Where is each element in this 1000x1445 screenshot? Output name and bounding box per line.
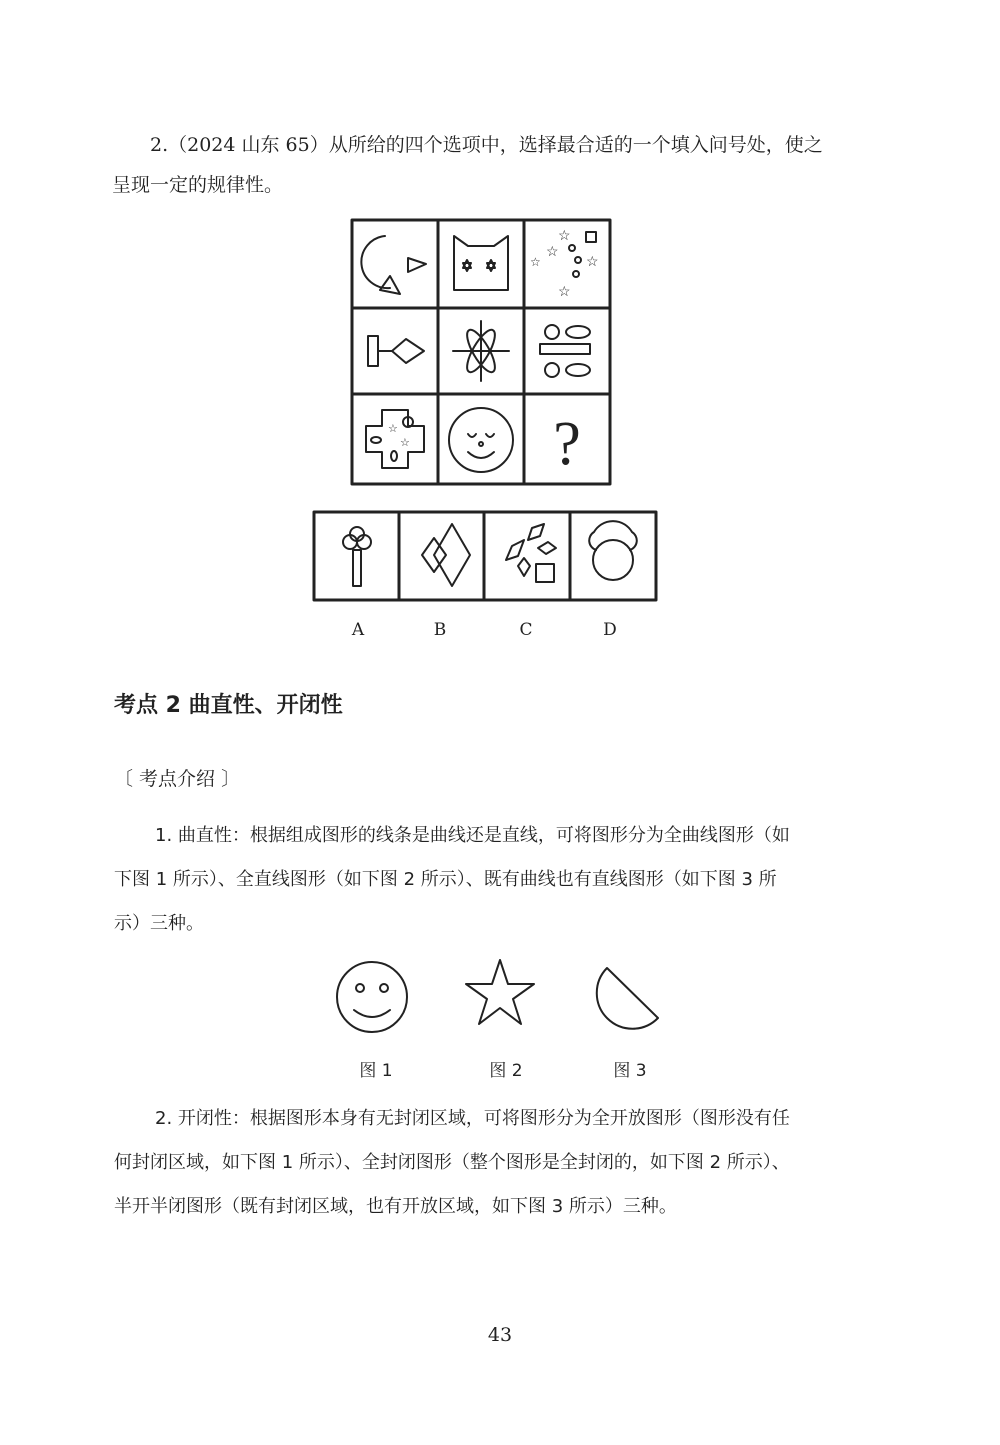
smiley-face-figure [449,408,513,472]
svg-text:☆: ☆ [586,254,599,270]
options-strip [312,510,658,602]
page-number: 43 [487,1324,513,1346]
question-mark: ? [553,410,581,478]
figure-2-star [466,960,534,1024]
puzzle-grid [350,218,612,486]
svg-text:☆: ☆ [388,422,398,435]
figure-caption-2: 图 2 [489,1061,523,1081]
option-label-d: D [603,620,617,640]
paragraph-1-line-1: 1. 曲直性：根据组成图形的线条是曲线还是直线，可将图形分为全曲线图形（如 [155,825,790,846]
paragraph-1-line-2: 下图 1 所示）、全直线图形（如下图 2 所示）、既有曲线也有直线图形（如下图 3 所 [114,869,777,890]
section-heading: 考点 2 曲直性、开闭性 [114,693,343,718]
question-line-2: 呈现一定的规律性。 [112,174,284,196]
option-b-figure[interactable] [422,524,470,586]
cross-figure [366,410,424,468]
rect-diamond-figure [368,336,424,366]
curvature-figures [330,960,670,1040]
option-a-figure[interactable] [343,527,371,586]
svg-text:☆: ☆ [530,255,541,269]
banner-stars-figure [454,236,508,290]
figure-caption-1: 图 1 [359,1061,393,1081]
paragraph-1-line-3: 示）三种。 [114,913,204,934]
svg-text:☆: ☆ [558,284,571,300]
svg-text:☆: ☆ [400,436,410,449]
figure-1-smiley [337,962,407,1032]
section-subheading: 〔 考点介绍 〕 [114,768,241,790]
crescent-triangles-figure [361,236,426,294]
figure-3-half-circle [597,968,658,1029]
paragraph-2-line-2: 何封闭区域，如下图 1 所示）、全封闭图形（整个图形是全封闭的，如下图 2 所示）、 [114,1152,790,1173]
question-line-1: 2.（2024 山东 65）从所给的四个选项中，选择最合适的一个填入问号处，使之 [150,134,823,156]
option-label-c: C [519,620,533,640]
svg-text:☆: ☆ [558,228,571,244]
division-figure [540,325,590,377]
option-d-figure[interactable] [589,521,637,580]
figure-caption-3: 图 3 [613,1061,647,1081]
option-label-b: B [433,620,447,640]
flower-figure [453,321,509,381]
svg-text:☆: ☆ [546,244,559,260]
option-label-a: A [351,620,365,640]
scattered-stars-figure [530,228,599,300]
paragraph-2-line-1: 2. 开闭性：根据图形本身有无封闭区域，可将图形分为全开放图形（图形没有任 [155,1108,790,1129]
paragraph-2-line-3: 半开半闭图形（既有封闭区域，也有开放区域，如下图 3 所示）三种。 [114,1196,677,1217]
option-c-figure[interactable] [506,524,556,582]
